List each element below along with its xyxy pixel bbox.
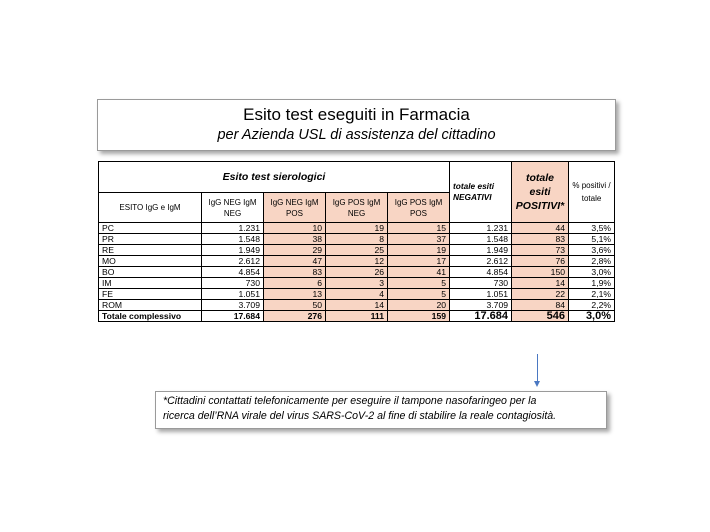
row-label: FE [99, 289, 202, 300]
total-igg-neg-igm-pos: 276 [264, 311, 326, 322]
cell-igg-neg-igm-pos: 10 [264, 223, 326, 234]
cell-igg-pos-igm-neg: 3 [326, 278, 388, 289]
cell-totale-negativi: 4.854 [450, 267, 512, 278]
table-row [99, 289, 615, 300]
cell-igg-pos-igm-pos: 41 [388, 267, 450, 278]
table-row [99, 234, 615, 245]
cell-igg-neg-igm-pos: 47 [264, 256, 326, 267]
header-igg-neg-igm-pos: IgG NEG IgM POS [264, 193, 326, 223]
cell-totale-negativi: 1.231 [450, 223, 512, 234]
row-label: BO [99, 267, 202, 278]
footnote-box [155, 391, 607, 429]
cell-totale-positivi: 83 [512, 234, 569, 245]
cell-igg-neg-igm-neg: 1.548 [202, 234, 264, 245]
cell-percent: 1,9% [569, 278, 615, 289]
cell-percent: 3,0% [569, 267, 615, 278]
row-label: MO [99, 256, 202, 267]
cell-igg-pos-igm-pos: 17 [388, 256, 450, 267]
cell-totale-negativi: 3.709 [450, 300, 512, 311]
cell-igg-pos-igm-pos: 5 [388, 289, 450, 300]
header-igg-neg-igm-neg: IgG NEG IgM NEG [202, 193, 264, 223]
cell-igg-pos-igm-neg: 19 [326, 223, 388, 234]
total-igg-pos-igm-neg: 111 [326, 311, 388, 322]
total-percent: 3,0% [569, 311, 615, 322]
cell-totale-positivi: 44 [512, 223, 569, 234]
cell-igg-pos-igm-neg: 26 [326, 267, 388, 278]
total-label: Totale complessivo [99, 311, 202, 322]
cell-percent: 2,1% [569, 289, 615, 300]
cell-igg-pos-igm-pos: 5 [388, 278, 450, 289]
cell-igg-pos-igm-neg: 14 [326, 300, 388, 311]
cell-totale-positivi: 22 [512, 289, 569, 300]
cell-totale-negativi: 2.612 [450, 256, 512, 267]
cell-percent: 2,8% [569, 256, 615, 267]
total-igg-pos-igm-pos: 159 [388, 311, 450, 322]
header-igg-pos-igm-pos: IgG POS IgM POS [388, 193, 450, 223]
cell-igg-pos-igm-pos: 15 [388, 223, 450, 234]
cell-totale-negativi: 1.548 [450, 234, 512, 245]
cell-igg-pos-igm-pos: 37 [388, 234, 450, 245]
header-percent-positivi: % positivi / totale [569, 162, 615, 223]
row-label: RE [99, 245, 202, 256]
cell-percent: 5,1% [569, 234, 615, 245]
total-positivi: 546 [512, 311, 569, 322]
cell-percent: 3,6% [569, 245, 615, 256]
cell-igg-pos-igm-neg: 8 [326, 234, 388, 245]
cell-totale-positivi: 84 [512, 300, 569, 311]
page-subtitle: per Azienda USL di assistenza del cittadino [217, 127, 496, 143]
cell-percent: 3,5% [569, 223, 615, 234]
cell-igg-neg-igm-pos: 83 [264, 267, 326, 278]
cell-igg-neg-igm-neg: 2.612 [202, 256, 264, 267]
results-table [98, 161, 615, 322]
cell-igg-neg-igm-pos: 29 [264, 245, 326, 256]
cell-igg-neg-igm-neg: 730 [202, 278, 264, 289]
table-row [99, 256, 615, 267]
table-row [99, 267, 615, 278]
header-totale-positivi: totale esiti POSITIVI* [512, 162, 569, 223]
footnote-arrow [537, 354, 538, 382]
header-totale-negativi: totale esiti NEGATIVI [450, 162, 512, 223]
cell-igg-neg-igm-pos: 38 [264, 234, 326, 245]
cell-igg-neg-igm-neg: 1.231 [202, 223, 264, 234]
cell-igg-neg-igm-pos: 13 [264, 289, 326, 300]
total-row [99, 311, 615, 322]
cell-totale-positivi: 150 [512, 267, 569, 278]
cell-igg-neg-igm-neg: 1.949 [202, 245, 264, 256]
cell-totale-positivi: 76 [512, 256, 569, 267]
cell-totale-positivi: 14 [512, 278, 569, 289]
table-row [99, 223, 615, 234]
footnote-line-1: *Cittadini contattati telefonicamente per eseguire il tampone nasofaringeo per la [163, 395, 537, 407]
table-row [99, 278, 615, 289]
total-igg-neg-igm-neg: 17.684 [202, 311, 264, 322]
table-row [99, 245, 615, 256]
cell-igg-pos-igm-pos: 19 [388, 245, 450, 256]
row-label: IM [99, 278, 202, 289]
row-label: PC [99, 223, 202, 234]
page-title: Esito test eseguiti in Farmacia [243, 105, 470, 124]
footnote-line-2: ricerca dell’RNA virale del virus SARS-CoV-2 al fine di stabilire la reale contagiosità. [163, 410, 557, 422]
cell-igg-neg-igm-neg: 1.051 [202, 289, 264, 300]
cell-totale-positivi: 73 [512, 245, 569, 256]
arrow-down-icon [534, 381, 540, 387]
cell-totale-negativi: 730 [450, 278, 512, 289]
row-label: PR [99, 234, 202, 245]
table-row [99, 300, 615, 311]
cell-igg-neg-igm-pos: 50 [264, 300, 326, 311]
cell-igg-neg-igm-neg: 3.709 [202, 300, 264, 311]
cell-percent: 2,2% [569, 300, 615, 311]
cell-igg-pos-igm-pos: 20 [388, 300, 450, 311]
title-box [97, 99, 616, 151]
row-label: ROM [99, 300, 202, 311]
cell-totale-negativi: 1.949 [450, 245, 512, 256]
cell-totale-negativi: 1.051 [450, 289, 512, 300]
cell-igg-pos-igm-neg: 12 [326, 256, 388, 267]
group-header: Esito test sierologici [99, 162, 450, 193]
cell-igg-pos-igm-neg: 25 [326, 245, 388, 256]
cell-igg-pos-igm-neg: 4 [326, 289, 388, 300]
header-igg-pos-igm-neg: IgG POS IgM NEG [326, 193, 388, 223]
header-esito: ESITO IgG e IgM [99, 193, 202, 223]
cell-igg-neg-igm-pos: 6 [264, 278, 326, 289]
cell-igg-neg-igm-neg: 4.854 [202, 267, 264, 278]
total-negativi: 17.684 [450, 311, 512, 322]
